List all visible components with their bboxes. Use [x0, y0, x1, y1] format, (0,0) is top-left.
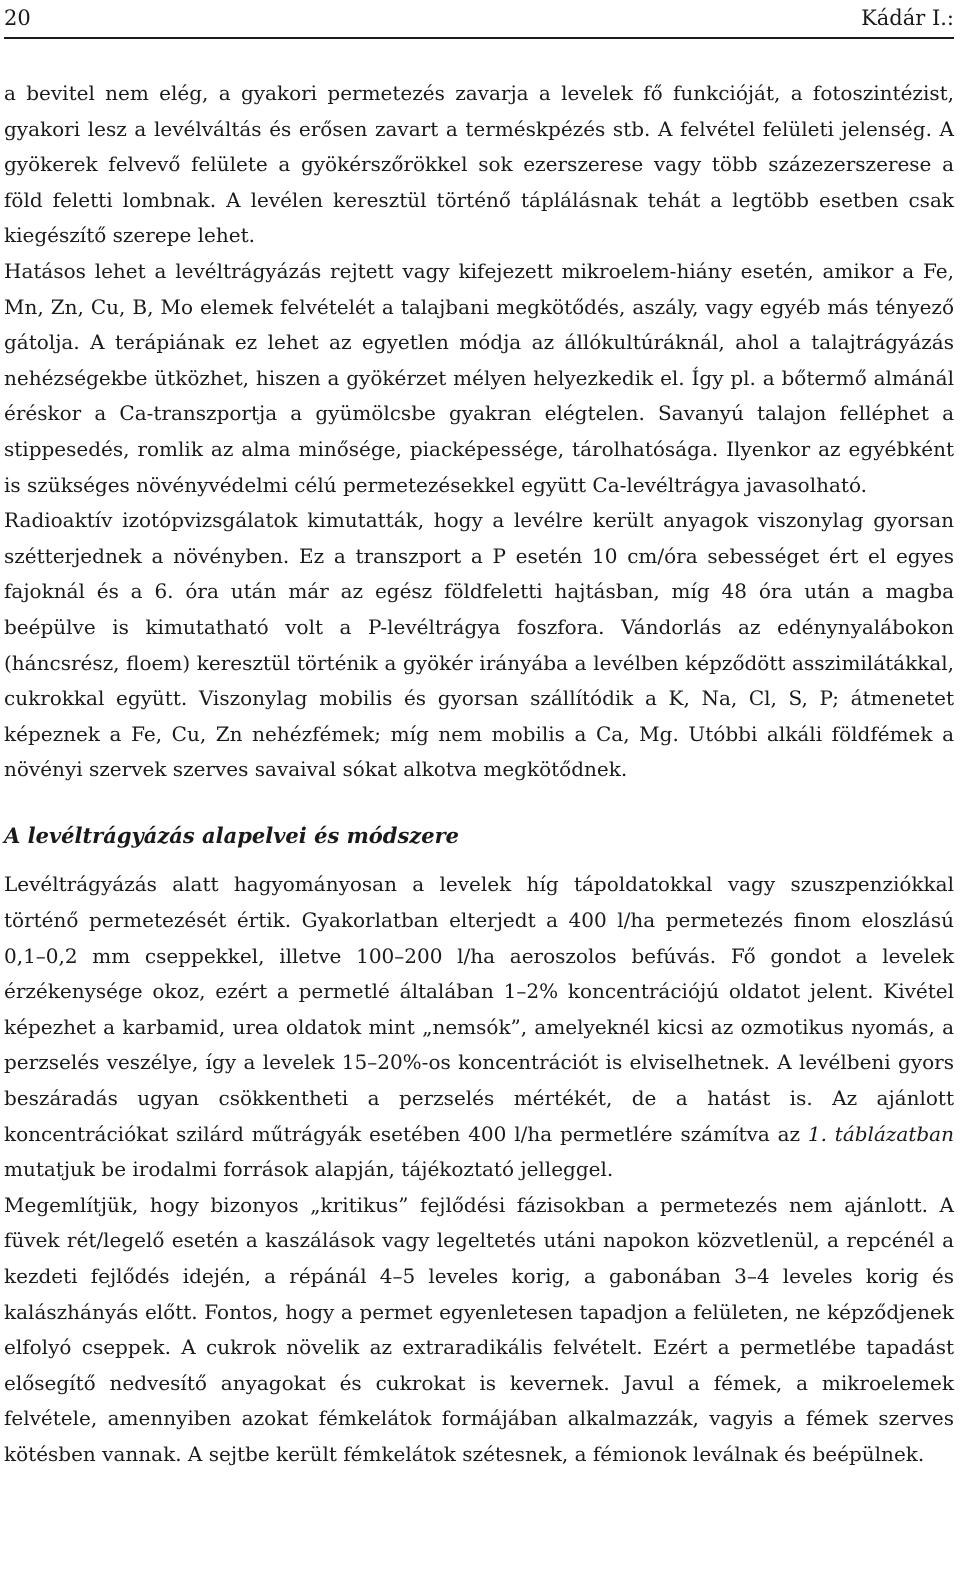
paragraph-text: Levéltrágyázás alatt hagyományosan a levelek híg tápoldatokkal vagy szuszpenziókkal történő permetezését értik. Gyakorlatban elterjedt a 400 l/ha permetezés finom eloszlású 0,1–0,2 mm cseppekkel, illetve 100–200 l/ha aeroszolos befúvás. Fő gondot a levelek érzékenysége okoz, ezért a permetlé általában 1–2% koncentrációjú oldatot jelent. Kivétel képezhet a karbamid, urea oldatok mint „nemsók”, amelyeknél kicsi az ozmotikus nyomás, a perzselés veszélye, így a levelek 15–20%-os koncentrációt is elviselhetnek. A levélbeni gyors beszáradás ugyan csökkentheti a perzselés mértékét, de a hatást is. Az ajánlott koncentrációkat szilárd műtrágyák esetében 400 l/ha permetlére számítva az	[4, 872, 954, 1146]
page-number: 20	[4, 6, 31, 30]
paragraph: a bevitel nem elég, a gyakori permetezés zavarja a levelek fő funkcióját, a fotoszintézist, gyakori lesz a levélváltás és erősen zavart a terméskpézés stb. A felvétel felületi jelenség. A gyökerek felvevő felülete a gyökérszőrökkel sok ezerszerese vagy több százezerszerese a föld feletti lombnak. A levélen keresztül történő táplálásnak tehát a legtöbb esetben csak kiegészítő szerepe lehet.	[4, 81, 954, 248]
section-heading: A levéltrágyázás alapelvei és módszere	[4, 822, 460, 848]
paragraph: Hatásos lehet a levéltrágyázás rejtett vagy kifejezett mikroelem-hiány esetén, amikor a Fe, Mn, Zn, Cu, B, Mo elemek felvételét a talajbani megkötődés, aszály, vagy egyéb más tényező gátolja. A terápiának ez lehet az egyetlen módja az állókultúráknál, ahol a talajtrágyázás nehézségekbe ütközhet, hiszen a gyökérzet mélyen helyezkedik el. Így pl. a bőtermő almánál éréskor a Ca-transzportja a gyümölcsbe gyakran elégtelen. Savanyú talajon felléphet a stippesedés, romlik az alma minősége, piacképessége, tárolhatósága. Ilyenkor az egyébként is szükséges növényvédelmi célú permetezésekkel együtt Ca-levéltrágya javasolható.	[4, 258, 954, 497]
paragraph: Megemlítjük, hogy bizonyos „kritikus” fejlődési fázisokban a permetezés nem ajánlott. A füvek rét/legelő esetén a kaszálások vagy legeltetés utáni napokon közvetlenül, a repcénél a kezdeti fejlődés idején, a répánál 4–5 leveles korig, a gabonában 3–4 leveles korig és kalászhányás előtt. Fontos, hogy a permet egyenletesen tapadjon a felületen, ne képződjenek elfolyó cseppek. A cukrok növelik az extraradikális felvételt. Ezért a permetlébe tapadást elősegítő nedvesítő anyagokat és cukrokat is kevernek. Javul a fémek, a mikroelemek felvétele, amennyiben azokat fémkelátok formájában alkalmazzák, vagyis a fémek szerves kötésben vannak. A sejtbe került fémkelátok szétesnek, a fémionok leválnak és beépülnek.	[4, 1192, 954, 1466]
table-reference: 1. táblázatban	[807, 1121, 954, 1146]
paragraph-text: mutatjuk be irodalmi források alapján, tájékoztató jelleggel.	[4, 1157, 614, 1182]
body-text	[4, 76, 954, 1473]
paragraph: Radioaktív izotópvizsgálatok kimutatták, hogy a levélre került anyagok viszonylag gyorsan szétterjednek a növényben. Ez a transzport a P esetén 10 cm/óra sebességet ért el egyes fajoknál és a 6. óra után már az egész földfeletti hajtásban, míg 48 óra után a magba beépülve is kimutatható volt a P-levéltrágya foszfora. Vándorlás az edénynyalábokon (háncsrész, floem) keresztül történik a gyökér irányába a levélben képződött asszimilátákkal, cukrokkal együtt. Viszonylag mobilis és gyorsan szállítódik a K, Na, Cl, S, P; átmenetet képeznek a Fe, Cu, Zn nehézfémek; míg nem mobilis a Ca, Mg. Utóbbi alkáli földfémek a növényi szervek szerves savaival sókat alkotva megkötődnek.	[4, 508, 954, 782]
author-running-head: Kádár I.:	[861, 6, 954, 30]
running-header	[4, 4, 954, 32]
paragraph	[4, 867, 954, 1187]
header-rule	[4, 37, 954, 39]
